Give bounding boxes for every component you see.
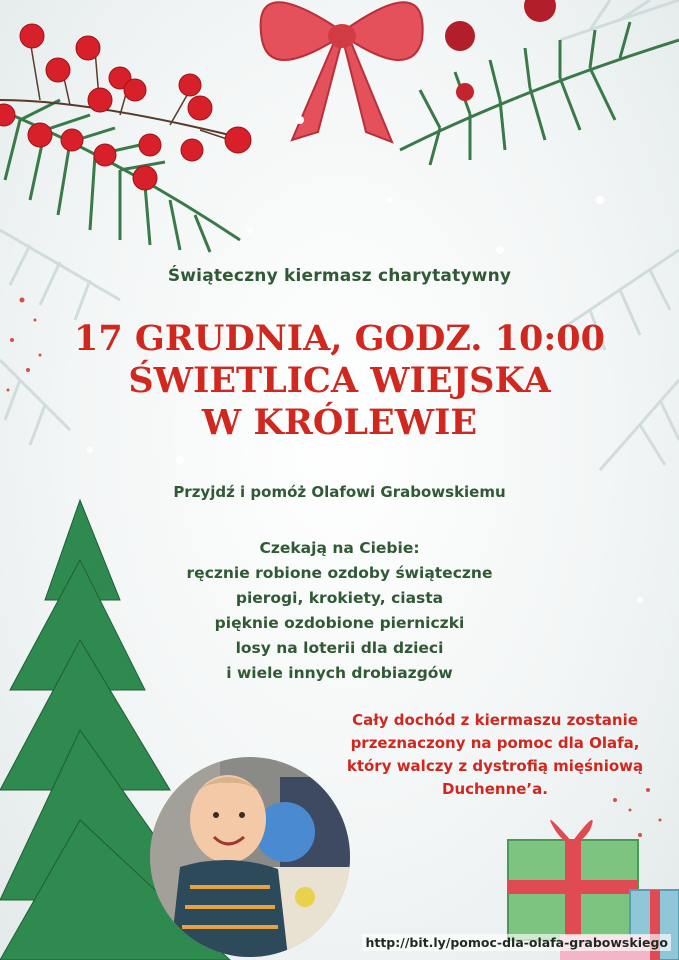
event-subtitle: Świąteczny kiermasz charytatywny xyxy=(167,266,512,286)
event-invite: Przyjdź i pomóż Olafowi Grabowskiemu xyxy=(173,483,506,501)
donation-note-line: przeznaczony na pomoc dla Olafa, xyxy=(350,734,640,752)
christmas-ornaments xyxy=(445,0,556,101)
headline-venue: ŚWIETLICA WIEJSKA xyxy=(128,360,551,401)
list-item: pięknie ozdobione pierniczki xyxy=(214,614,465,632)
pine-branch-left xyxy=(0,100,240,252)
donation-note-line: Cały dochód z kiermaszu zostanie xyxy=(352,711,638,729)
headline-location: W KRÓLEWIE xyxy=(201,402,478,443)
donation-note-line: Duchenne’a. xyxy=(442,780,548,798)
list-item: losy na loterii dla dzieci xyxy=(235,639,444,657)
donation-note xyxy=(310,709,679,801)
event-headline xyxy=(0,318,679,444)
offer-heading: Czekają na Ciebie: xyxy=(259,539,420,557)
headline-date-time: 17 GRUDNIA, GODZ. 10:00 xyxy=(74,318,605,359)
list-item: i wiele innych drobiazgów xyxy=(226,664,453,682)
offer-list xyxy=(0,536,679,686)
list-item: pierogi, krokiety, ciasta xyxy=(235,589,444,607)
pine-branch-right xyxy=(400,22,679,165)
list-item: ręcznie robione ozdoby świąteczne xyxy=(186,564,493,582)
donation-note-line: który walczy z dystrofią mięśniową xyxy=(346,757,644,775)
red-bow xyxy=(261,2,423,142)
fundraiser-link[interactable]: http://bit.ly/pomoc-dla-olafa-grabowskiego xyxy=(362,934,671,951)
